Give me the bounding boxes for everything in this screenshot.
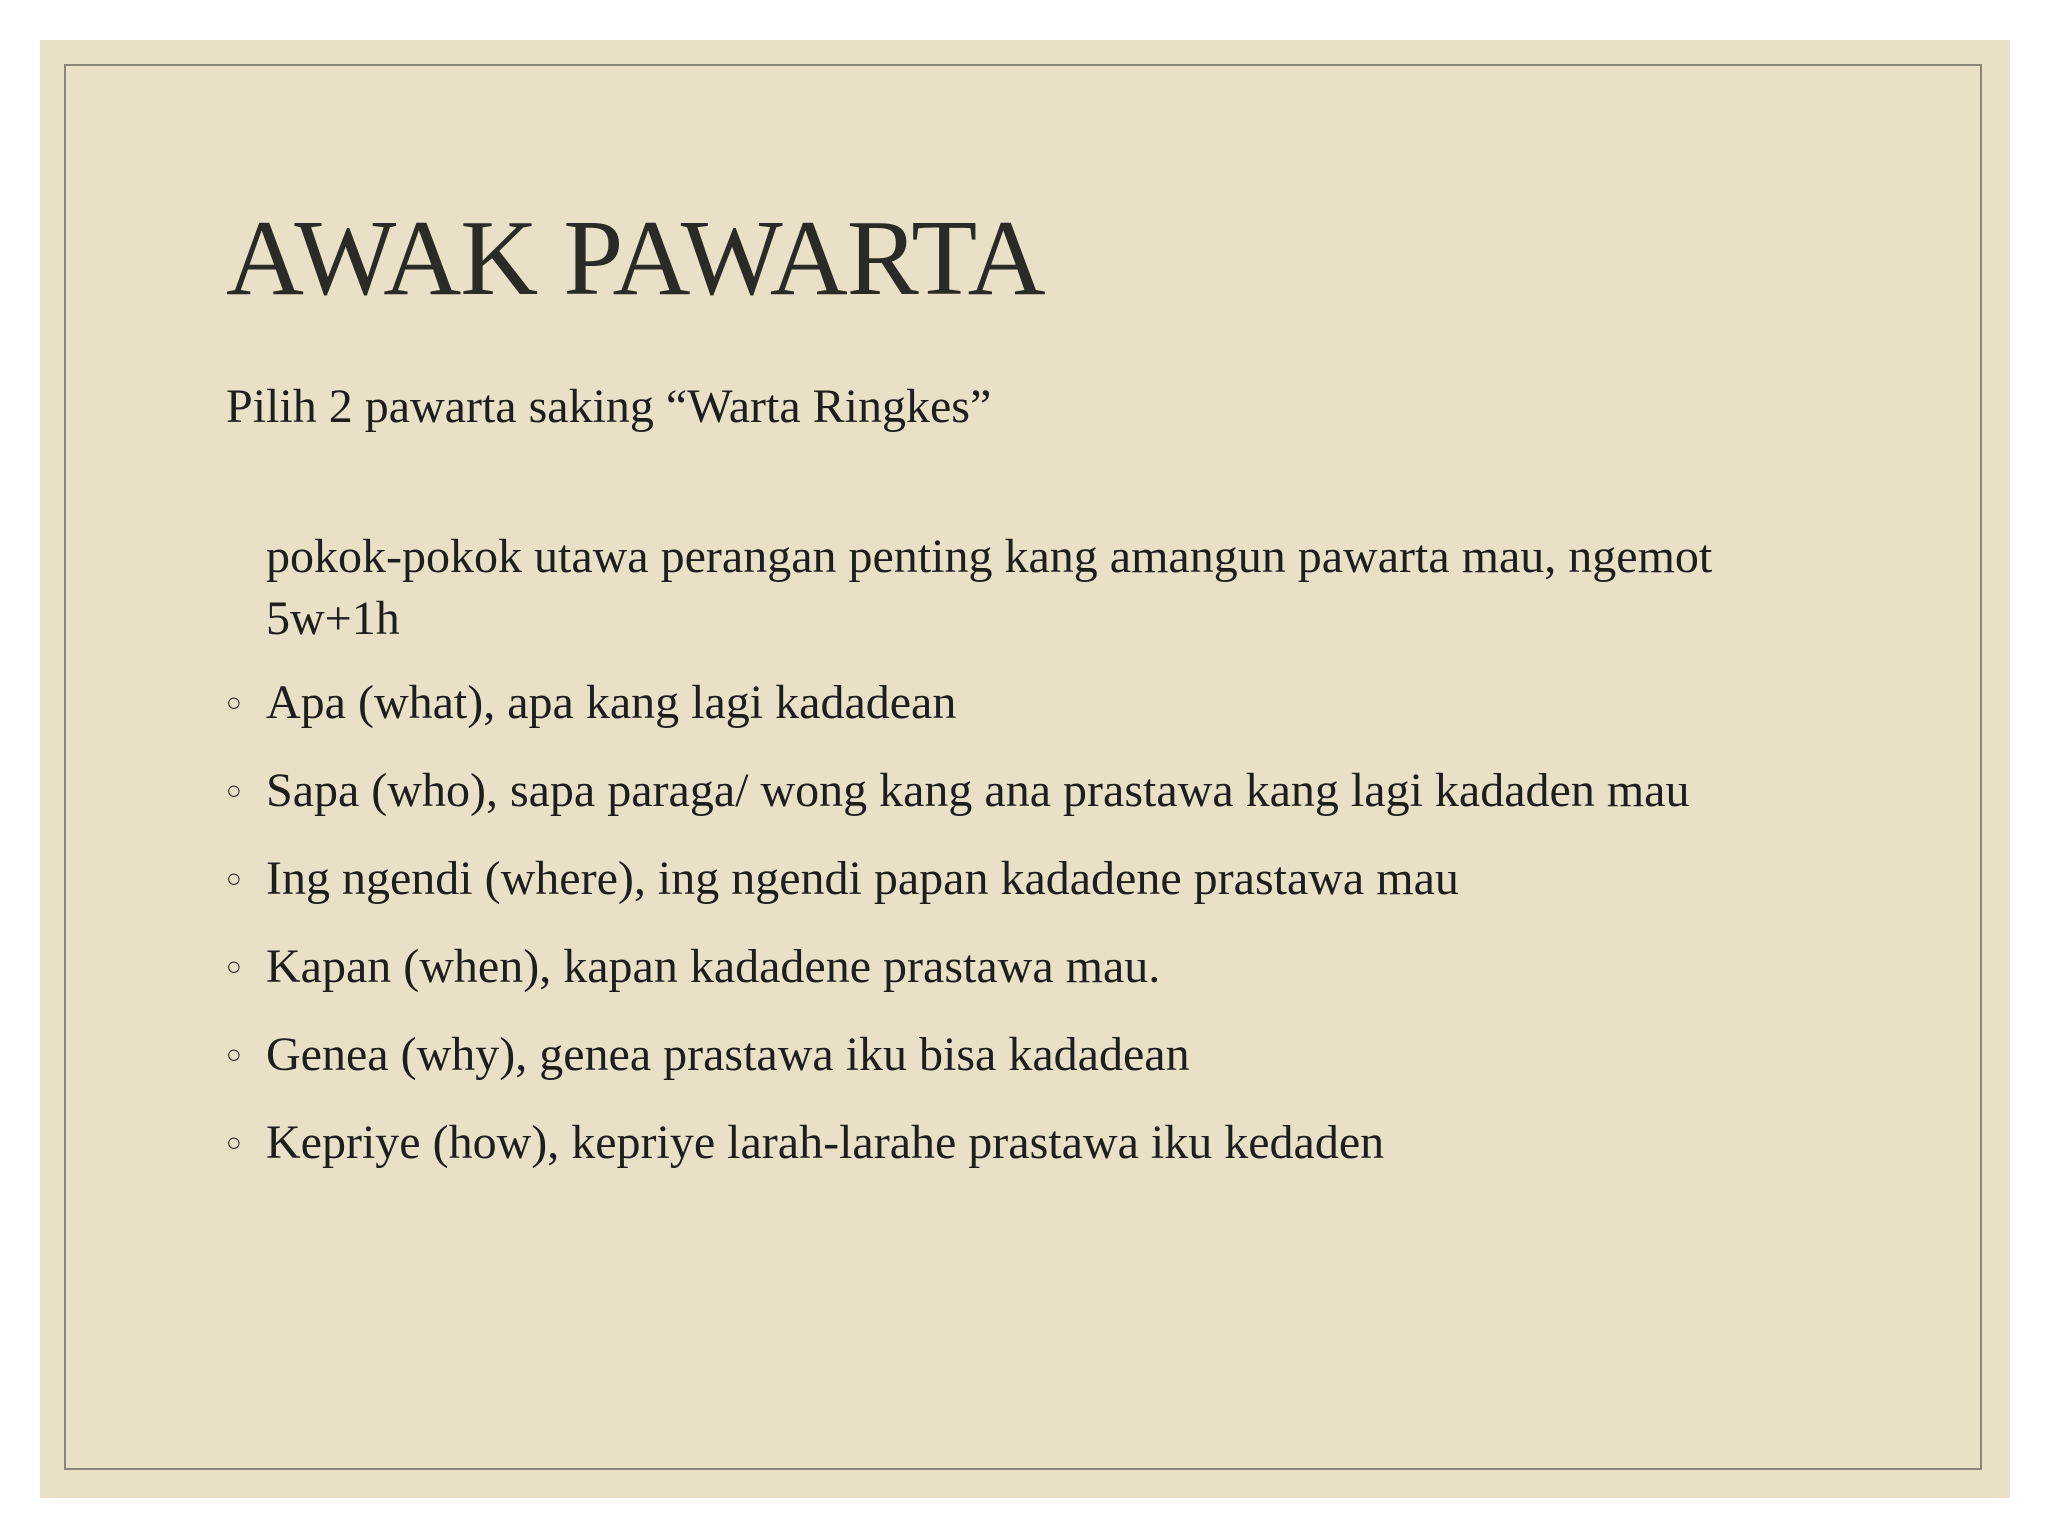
bullet-text: Kepriye (how), kepriye larah-larahe prastawa iku kedaden — [266, 1116, 1385, 1169]
circle-bullet-icon: ○ — [226, 776, 242, 805]
bullet-text: Kapan (when), kapan kadadene prastawa mau. — [266, 940, 1161, 993]
list-item — [226, 848, 1826, 936]
list-item — [226, 1024, 1826, 1112]
list-item — [226, 936, 1826, 1024]
bullet-text: Genea (why), genea prastawa iku bisa kadadean — [266, 1028, 1190, 1081]
slide-subtitle: Pilih 2 pawarta saking “Warta Ringkes” — [226, 380, 992, 433]
slide-body — [226, 526, 1826, 1200]
circle-bullet-icon: ○ — [226, 1128, 242, 1157]
slide — [40, 40, 2010, 1498]
bullet-text: Sapa (who), sapa paraga/ wong kang ana prastawa kang lagi kadaden mau — [266, 764, 1690, 817]
intro-text: pokok-pokok utawa perangan penting kang amangun pawarta mau, ngemot 5w+1h — [266, 530, 1713, 645]
circle-bullet-icon: ○ — [226, 864, 242, 893]
slide-title: AWAK PAWARTA — [226, 199, 1045, 318]
circle-bullet-icon: ○ — [226, 1040, 242, 1069]
bullet-text: Apa (what), apa kang lagi kadadean — [266, 676, 957, 729]
circle-bullet-icon: ○ — [226, 952, 242, 981]
bullet-list — [226, 672, 1826, 1200]
list-item — [226, 672, 1826, 760]
list-item — [226, 760, 1826, 848]
bullet-text: Ing ngendi (where), ing ngendi papan kadadene prastawa mau — [266, 852, 1459, 905]
circle-bullet-icon: ○ — [226, 688, 242, 717]
list-item — [226, 1112, 1826, 1200]
